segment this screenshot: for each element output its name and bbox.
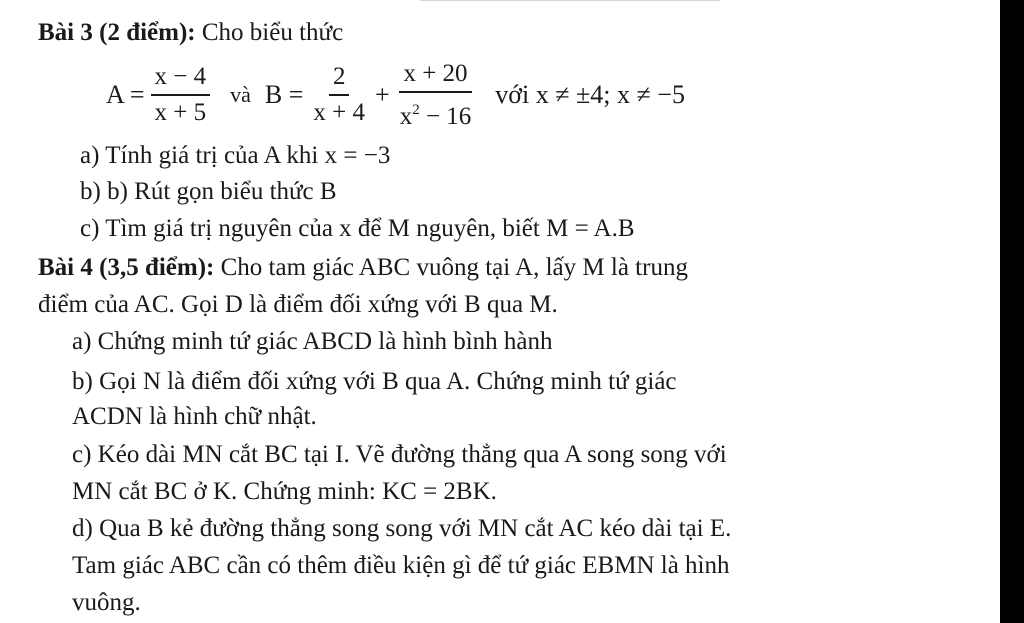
b2-numerator: x + 20 [399,59,471,93]
bai4-part-c-2: MN cắt BC ở K. Chứng minh: KC = 2BK. [72,478,497,505]
b2-den-base: x [399,102,413,130]
condition: với x ≠ ±4; x ≠ −5 [495,80,685,109]
plus-sign: + [375,80,390,109]
b1-denominator: x + 4 [313,99,366,126]
bai4-title: Bài 4 (3,5 điểm): [38,254,215,281]
bai4-part-a: a) Chứng minh tứ giác ABCD là hình bình hành [72,328,553,355]
bai4-part-d-1: d) Qua B kẻ đường thẳng song song với MN cắt AC kéo dài tại E. [72,515,732,542]
bai3-expression [106,58,685,132]
b2-den-rest: − 16 [425,102,472,130]
b2-denominator [396,93,476,132]
bai4-part-b-1: b) Gọi N là điểm đối xứng với B qua A. Chứng minh tứ giác [72,368,677,395]
a-label: A = [106,80,145,109]
b2-den-exponent: 2 [412,101,420,118]
bai4-part-d-3: vuông. [72,589,141,616]
bai4-heading [38,253,688,283]
bai3-title: Bài 3 (2 điểm): [38,19,196,46]
b-label: B = [264,80,304,109]
a-numerator: x − 4 [151,62,211,96]
bai4-part-b-2: ACDN là hình chữ nhật. [72,403,317,430]
bai3-intro: Cho biểu thức [201,19,344,46]
a-denominator: x + 5 [154,99,207,126]
bai3-part-b: b) b) Rút gọn biểu thức B [80,178,337,205]
b-fraction-2 [396,59,476,132]
bai4-intro-2: điểm của AC. Gọi D là điểm đối xứng với B qua M. [38,291,558,318]
bai4-intro-1: Cho tam giác ABC vuông tại A, lấy M là trung [220,254,688,281]
bai3-part-c: c) Tìm giá trị nguyên của x để M nguyên, biết M = A.B [80,215,635,242]
b-fraction-1 [309,62,369,128]
bai3-part-a: a) Tính giá trị của A khi x = −3 [80,142,391,169]
bai3-heading [38,18,343,48]
right-black-bar [1000,0,1024,623]
bai4-part-c-1: c) Kéo dài MN cắt BC tại I. Vẽ đường thẳng qua A song song với [72,441,727,468]
and-word: và [230,82,251,107]
b1-numerator: 2 [329,62,350,96]
a-fraction [151,62,211,128]
top-edge-artifact [420,0,720,5]
bai4-part-d-2: Tam giác ABC cần có thêm điều kiện gì để tứ giác EBMN là hình [72,552,730,579]
